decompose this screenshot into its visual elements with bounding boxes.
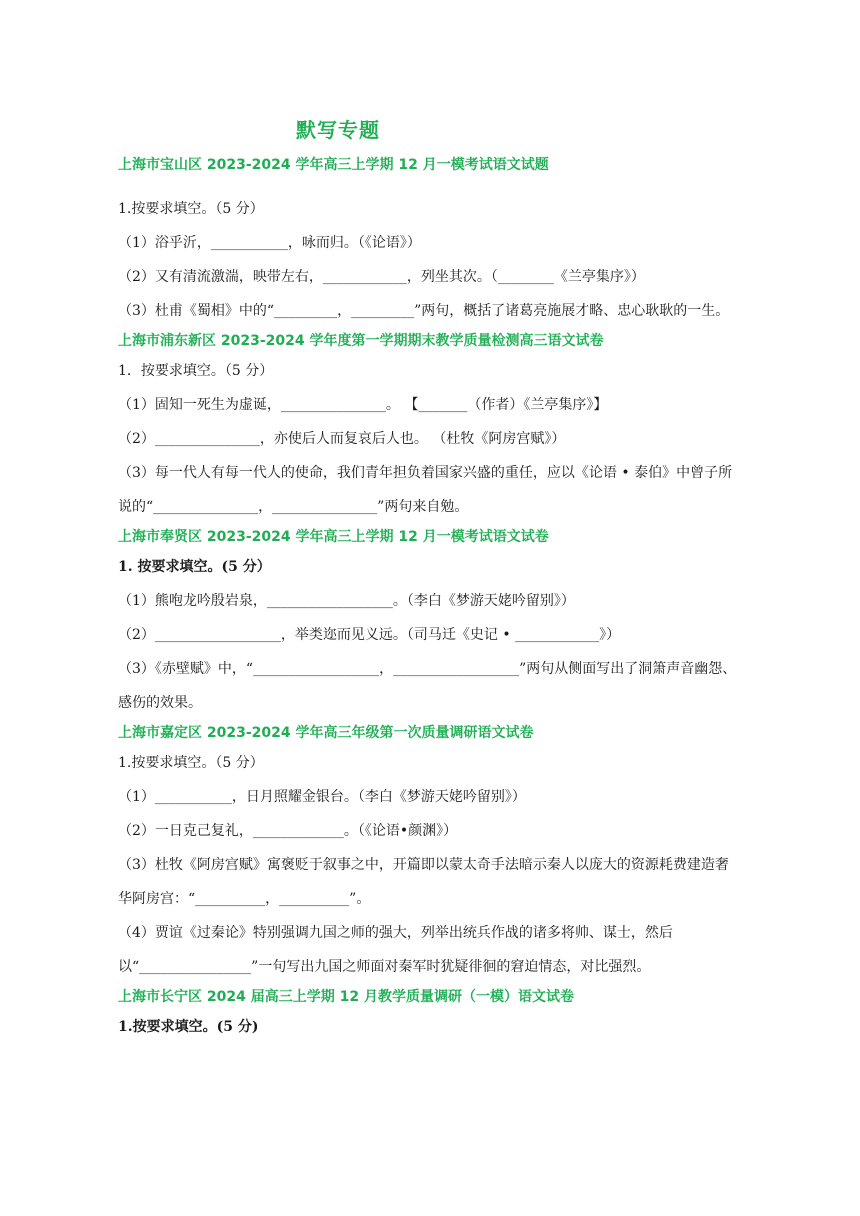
- question-item: （4）贾谊《过秦论》特别强调九国之师的强大，列举出统兵作战的诸多将帅、谋士，然后以“________________”一句写出九国之师面对秦军时犹疑徘徊的窘迫情态，对比强烈。: [118, 925, 673, 975]
- question-item: （2）又有清流激湍，映带左右，____________，列坐其次。（________《兰亭集序》）: [118, 269, 645, 285]
- question-heading: 1. 按要求填空。(5 分）: [118, 559, 271, 575]
- exam-section-jiading: [118, 720, 738, 984]
- exam-section-fengxian: [118, 524, 738, 720]
- page-title: 默写专题: [296, 118, 380, 142]
- question-item: （1）固知一死生为虚诞，_______________。 【_______（作者）《兰亭集序》】: [118, 397, 608, 413]
- exam-section-baoshan: [118, 152, 738, 328]
- question-heading: 1.按要求填空。(5 分): [118, 1019, 259, 1035]
- question-item: （1）___________，日月照耀金银台。（李白《梦游天姥吟留别》）: [118, 789, 526, 805]
- section-title: 上海市奉贤区 2023-2024 学年高三上学期 12 月一模考试语文试卷: [118, 529, 549, 545]
- question-heading: 1．按要求填空。（5 分）: [118, 363, 274, 379]
- question-item: （1）浴乎沂，___________，咏而归。（《论语》）: [118, 235, 421, 251]
- section-title: 上海市浦东新区 2023-2024 学年度第一学期期末教学质量检测高三语文试卷: [118, 333, 604, 349]
- question-item: （3）每一代人有每一代人的使命，我们青年担负着国家兴盛的重任，应以《论语 • 泰伯》中曾子所说的“_______________，_______________”两句来自勉。: [118, 465, 733, 515]
- question-item: （3）杜牧《阿房宫赋》寓褒贬于叙事之中，开篇即以蒙太奇手法暗示秦人以庞大的资源耗费建造奢华阿房宫：“__________，__________”。: [118, 857, 729, 907]
- section-title: 上海市宝山区 2023-2024 学年高三上学期 12 月一模考试语文试题: [118, 157, 549, 173]
- exam-section-changning: [118, 984, 738, 1044]
- question-heading: 1.按要求填空。（5 分）: [118, 201, 264, 217]
- question-item: （2）__________________，举类迩而见义远。（司马迁《史记 • ____________》）: [118, 627, 621, 643]
- section-title: 上海市长宁区 2024 届高三上学期 12 月教学质量调研（一模）语文试卷: [118, 989, 574, 1005]
- section-title: 上海市嘉定区 2023-2024 学年高三年级第一次质量调研语文试卷: [118, 725, 534, 741]
- question-item: （2）一日克己复礼，_____________。（《论语•颜渊》）: [118, 823, 458, 839]
- question-item: （3）杜甫《蜀相》中的“_________，_________”两句，概括了诸葛亮施展才略、忠心耿耿的一生。: [118, 303, 730, 319]
- exam-section-pudong: [118, 328, 738, 524]
- question-item: （1）熊咆龙吟殷岩泉，__________________。（李白《梦游天姥吟留别》）: [118, 593, 575, 609]
- document-body: [118, 152, 738, 1044]
- question-heading: 1.按要求填空。（5 分）: [118, 755, 264, 771]
- question-item: （3）《赤壁赋》中，“__________________，__________________”两句从侧面写出了洞箫声音幽怨、感伤的效果。: [118, 661, 737, 711]
- question-item: （2）_______________，亦使后人而复哀后人也。 （杜牧《阿房宫赋》）: [118, 431, 566, 447]
